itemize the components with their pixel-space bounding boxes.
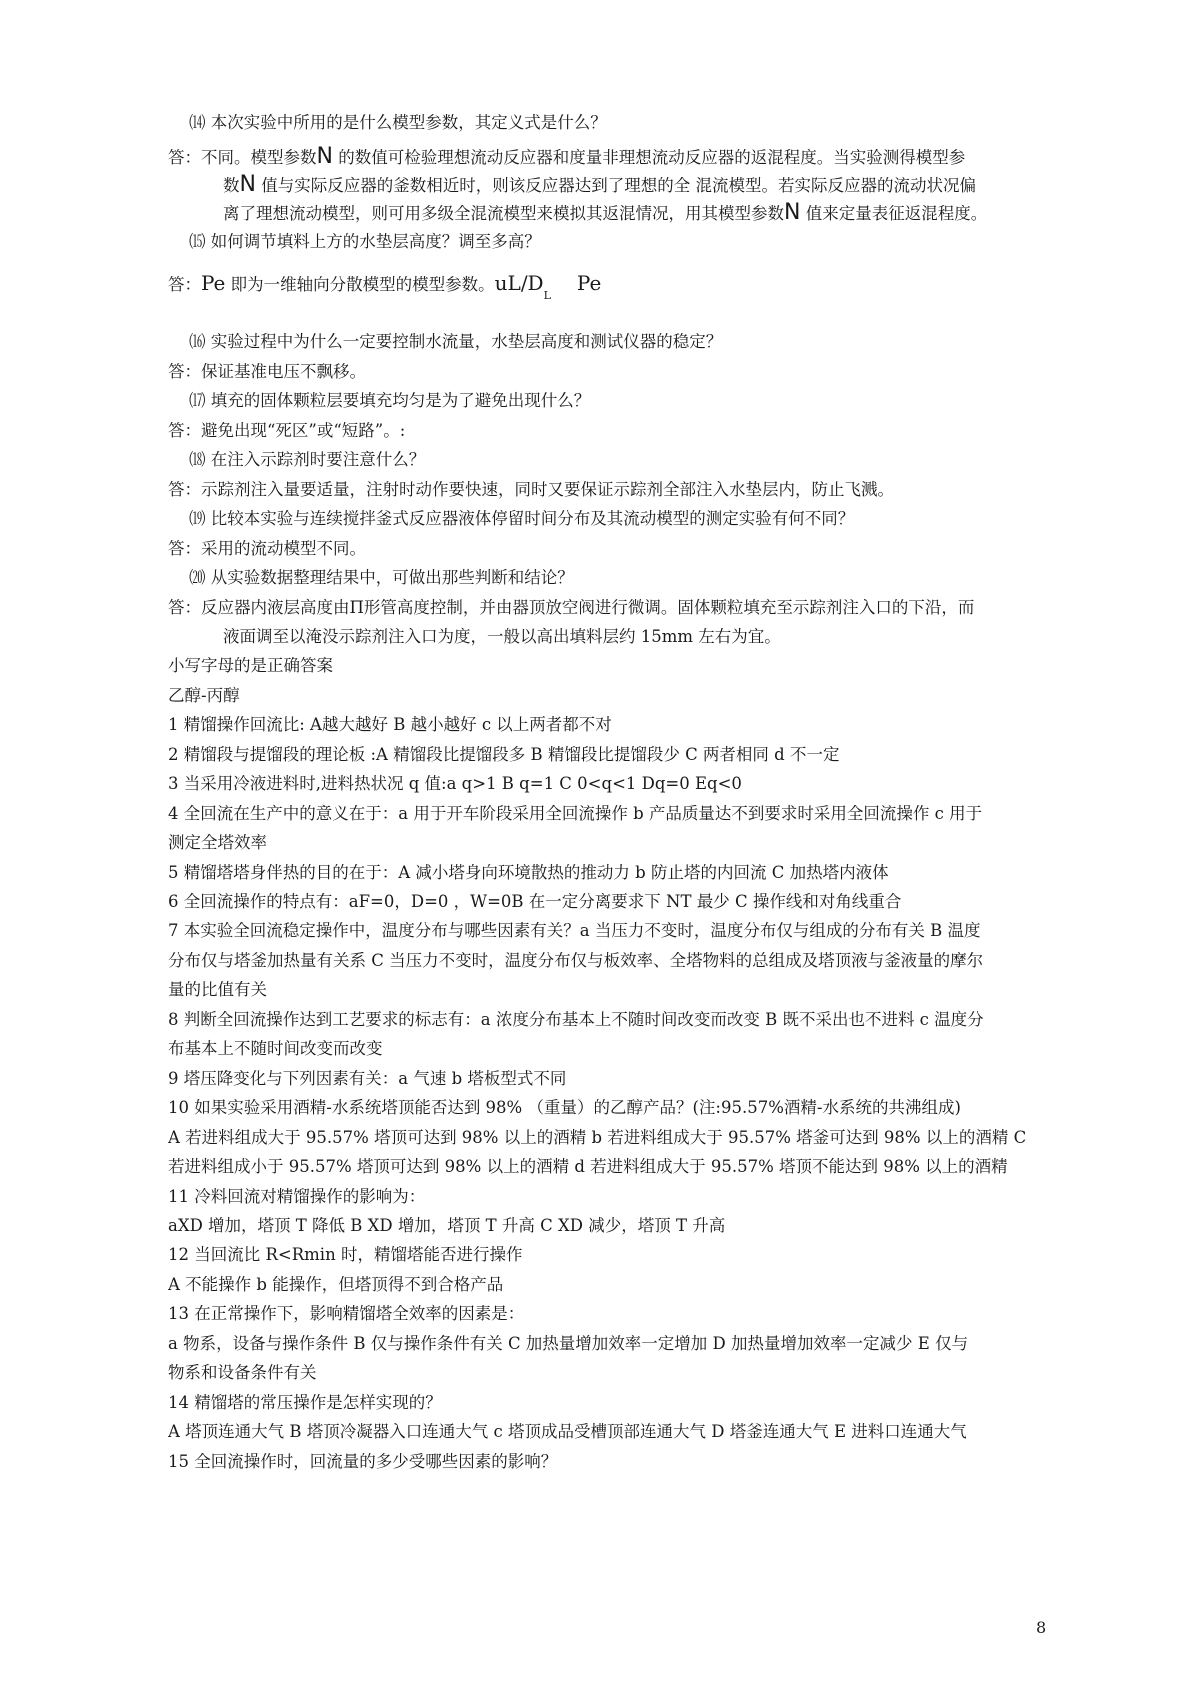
mcq-3 [168,773,1048,795]
answer-16 [168,361,1048,383]
mcq-8-line-1 [168,1009,1048,1031]
text: 量的比值有关 [168,980,267,999]
section-title [168,685,1048,707]
answer-20-line-2 [223,626,1103,648]
text: a 物系，设备与操作条件 B 仅与操作条件有关 C 加热量增加效率一定增加 D 加热量增加效率一定减少 E 仅与 [168,1334,969,1353]
mcq-11-options [168,1215,1048,1237]
math-pe: Pe [201,271,226,295]
mcq-6 [168,891,1048,913]
mcq-13-options-2 [168,1362,1048,1384]
text: 答：不同。模型参数 [168,148,317,167]
mcq-1 [168,714,1048,736]
text: 答：保证基准电压不飘移。 [168,362,366,381]
text: ⒇ 从实验数据整理结果中，可做出那些判断和结论？ [189,568,574,587]
text: aXD 增加，塔顶 T 降低 B XD 增加，塔顶 T 升高 C XD 减少，塔顶 T 升高 [168,1216,726,1235]
page-number: 8 [1036,1618,1047,1637]
text: 分布仅与塔釜加热量有关系 C 当压力不变时，温度分布仅与板效率、全塔物料的总组成及塔顶液与釜液量的摩尔 [168,951,984,970]
text: 3 当采用冷液进料时,进料热状况 q 值:a q>1 B q=1 C 0<q<1 Dq=0 Eq<0 [168,774,742,793]
mcq-11-question [168,1186,1048,1208]
text: 1 精馏操作回流比: A越大越好 B 越小越好 c 以上两者都不对 [168,715,612,734]
math-symbol-n: N [239,174,256,197]
mcq-8-line-2 [168,1038,1048,1060]
question-18 [189,449,1069,471]
answer-20-line-1 [168,597,1048,619]
text: 7 本实验全回流稳定操作中，温度分布与哪些因素有关？a 当压力不变时，温度分布仅与组成的分布有关 B 温度 [168,921,981,940]
text: 若进料组成小于 95.57% 塔顶可达到 98% 以上的酒精 d 若进料组成大于 95.57% 塔顶不能达到 98% 以上的酒精 [168,1157,1008,1176]
text: 14 精馏塔的常压操作是怎样实现的？ [168,1393,442,1412]
mcq-2 [168,744,1048,766]
text: 数 [223,176,240,195]
text: 15 全回流操作时，回流量的多少受哪些因素的影响？ [168,1452,558,1471]
question-17 [189,390,1069,412]
mcq-5 [168,862,1048,884]
mcq-12-question [168,1244,1048,1266]
text: 6 全回流操作的特点有：aF=0，D=0 ，W=0B 在一定分离要求下 NT 最少 C 操作线和对角线重合 [168,892,902,911]
math-subscript-l: L [543,289,551,300]
mcq-4-line-2 [168,832,1048,854]
text: ⒂ 如何调节填料上方的水垫层高度？调至多高？ [189,232,541,251]
answer-14-line-2 [223,174,1103,197]
text: 答：反应器内液层高度由Π形管高度控制，并由器顶放空阀进行微调。固体颗粒填充至示踪剂注入口的下沿，而 [168,598,975,617]
question-14 [189,112,1069,134]
mcq-4-line-1 [168,803,1048,825]
text: 液面调至以淹没示踪剂注入口为度，一般以高出填料层约 15mm 左右为宜。 [223,627,781,646]
answer-14-line-3 [223,202,1103,225]
mcq-14-options [168,1421,1048,1443]
text: 5 精馏塔塔身伴热的目的在于：A 减小塔身向环境散热的推动力 b 防止塔的内回流 C 加热塔内液体 [168,863,889,882]
text: A 塔顶连通大气 B 塔顶冷凝器入口连通大气 c 塔顶成品受槽顶部连通大气 D 塔釜连通大气 E 进料口连通大气 [168,1422,967,1441]
text: 乙醇-丙醇 [168,686,240,705]
text: ⒁ 本次实验中所用的是什么模型参数，其定义式是什么？ [189,113,607,132]
text: 的数值可检验理想流动反应器和度量非理想流动反应器的返混程度。当实验测得模型参 [332,148,966,167]
text: 13 在正常操作下，影响精馏塔全效率的因素是： [168,1304,525,1323]
text: 8 判断全回流操作达到工艺要求的标志有：a 浓度分布基本上不随时间改变而改变 B 既不采出也不进料 c 温度分 [168,1010,984,1029]
answer-14-line-1 [168,146,1048,169]
question-15 [189,231,1069,253]
text: A 若进料组成大于 95.57% 塔顶可达到 98% 以上的酒精 b 若进料组成大于 95.57% 塔釜可达到 98% 以上的酒精 C [168,1128,1027,1147]
answer-15 [168,270,1048,300]
text: 答：采用的流动模型不同。 [168,539,366,558]
mcq-7-line-3 [168,979,1048,1001]
text: 11 冷料回流对精馏操作的影响为： [168,1187,426,1206]
question-20 [189,567,1069,589]
text: 9 塔压降变化与下列因素有关：a 气速 b 塔板型式不同 [168,1069,567,1088]
text: 答：示踪剂注入量要适量，注射时动作要快速，同时又要保证示踪剂全部注入水垫层内，防止飞溅。 [168,480,894,499]
text: 布基本上不随时间改变而改变 [168,1039,383,1058]
mcq-7-line-1 [168,920,1048,942]
text: 答： [168,275,201,294]
mcq-12-options [168,1274,1048,1296]
mcq-10-options-1 [168,1127,1048,1149]
text: ⒃ 实验过程中为什么一定要控制水流量，水垫层高度和测试仪器的稳定？ [189,332,723,351]
text: 12 当回流比 R<Rmin 时，精馏塔能否进行操作 [168,1245,523,1264]
answer-17 [168,420,1048,442]
text: 4 全回流在生产中的意义在于：a 用于开车阶段采用全回流操作 b 产品质量达不到要求时采用全回流操作 c 用于 [168,804,983,823]
text: 物系和设备条件有关 [168,1363,317,1382]
text: 测定全塔效率 [168,833,267,852]
text: 10 如果实验采用酒精-水系统塔顶能否达到 98% （重量）的乙醇产品？(注:95.57%酒精-水系统的共沸组成) [168,1098,961,1117]
mcq-13-options-1 [168,1333,1048,1355]
mcq-15-question [168,1451,1048,1473]
mcq-14-question [168,1392,1048,1414]
text: 即为一维轴向分散模型的模型参数。 [225,275,495,294]
text: ⒄ 填充的固体颗粒层要填充均匀是为了避免出现什么？ [189,391,591,410]
text: ⒅ 在注入示踪剂时要注意什么？ [189,450,426,469]
note-lowercase-correct [168,655,1048,677]
math-ul-over-d: uL/D [494,271,544,295]
question-16 [189,331,1069,353]
text: 值来定量表征返混程度。 [800,204,988,223]
text: 值与实际反应器的釜数相近时，则该反应器达到了理想的全 混流模型。若实际反应器的流动状况偏 [255,176,976,195]
math-symbol-n: N [784,202,801,225]
text: 小写字母的是正确答案 [168,656,333,675]
text: 2 精馏段与提馏段的理论板 :A 精馏段比提馏段多 B 精馏段比提馏段少 C 两者相同 d 不一定 [168,745,840,764]
text: A 不能操作 b 能操作，但塔顶得不到合格产品 [168,1275,504,1294]
question-19 [189,508,1069,530]
math-symbol-n: N [316,146,333,169]
text: 离了理想流动模型，则可用多级全混流模型来模拟其返混情况，用其模型参数 [223,204,784,223]
mcq-10-options-2 [168,1156,1048,1178]
math-pe-2: Pe [576,271,602,295]
text: ⒆ 比较本实验与连续搅拌釜式反应器液体停留时间分布及其流动模型的测定实验有何不同？ [189,509,855,528]
answer-19 [168,538,1048,560]
answer-18 [168,479,1048,501]
text: 答：避免出现“死区”或“短路”。: [168,421,406,440]
mcq-10-question [168,1097,1048,1119]
mcq-9 [168,1068,1048,1090]
mcq-7-line-2 [168,950,1048,972]
mcq-13-question [168,1303,1048,1325]
